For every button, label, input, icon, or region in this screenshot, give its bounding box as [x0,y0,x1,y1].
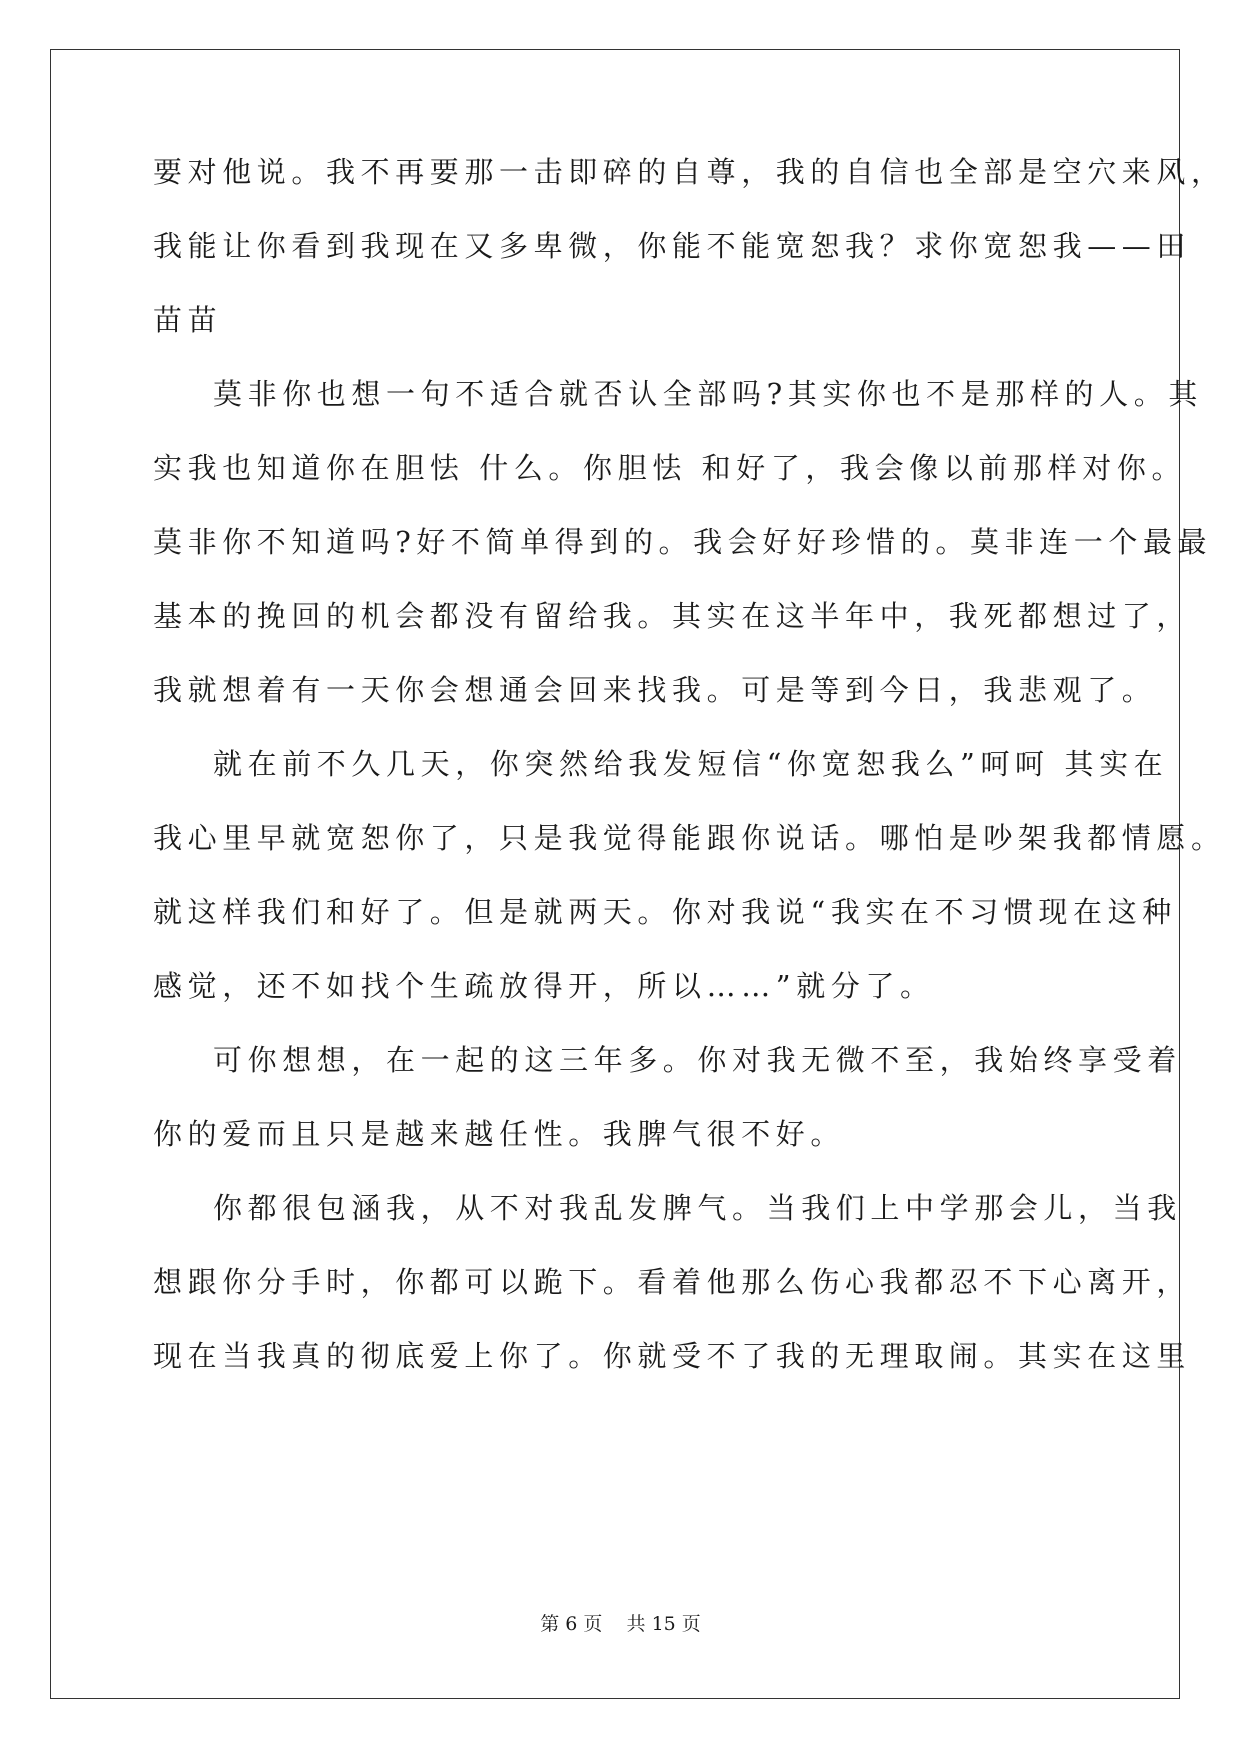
text-line: 就这样我们和好了。但是就两天。你对我说“我实在不习惯现在这种 [153,895,1177,929]
text-line: 我就想着有一天你会想通会回来找我。可是等到今日，我悲观了。 [153,673,1157,707]
text-line: 可你想想，在一起的这三年多。你对我无微不至，我始终享受着 [213,1043,1182,1077]
text-line: 莫非你不知道吗?好不简单得到的。我会好好珍惜的。莫非连一个最最 [153,525,1213,559]
text-line: 你都很包涵我，从不对我乱发脾气。当我们上中学那会儿，当我 [213,1191,1182,1225]
text-line: 实我也知道你在胆怯 什么。你胆怯 和好了，我会像以前那样对你。 [153,451,1187,485]
text-line: 要对他说。我不再要那一击即碎的自尊，我的自信也全部是空穴来风， [153,155,1226,189]
text-line: 基本的挽回的机会都没有留给我。其实在这半年中，我死都想过了， [153,599,1192,633]
text-line: 莫非你也想一句不适合就否认全部吗?其实你也不是那样的人。其 [213,377,1203,411]
text-line: 现在当我真的彻底爱上你了。你就受不了我的无理取闹。其实在这里 [153,1339,1192,1373]
text-line: 我能让你看到我现在又多卑微，你能不能宽恕我？求你宽恕我——田 [153,229,1192,263]
text-line: 我心里早就宽恕你了，只是我觉得能跟你说话。哪怕是吵架我都情愿。 [153,821,1226,855]
text-line: 就在前不久几天，你突然给我发短信“你宽恕我么”呵呵 其实在 [213,747,1169,781]
text-line: 苗苗 [153,303,223,337]
text-line: 感觉，还不如找个生疏放得开，所以……”就分了。 [153,969,935,1003]
text-line: 想跟你分手时，你都可以跪下。看着他那么伤心我都忍不下心离开， [153,1265,1192,1299]
page-border [50,49,1226,1699]
page-number-footer: 第 6 页 共 15 页 [540,1613,701,1635]
text-line: 你的爱而且只是越来越任性。我脾气很不好。 [153,1117,846,1151]
